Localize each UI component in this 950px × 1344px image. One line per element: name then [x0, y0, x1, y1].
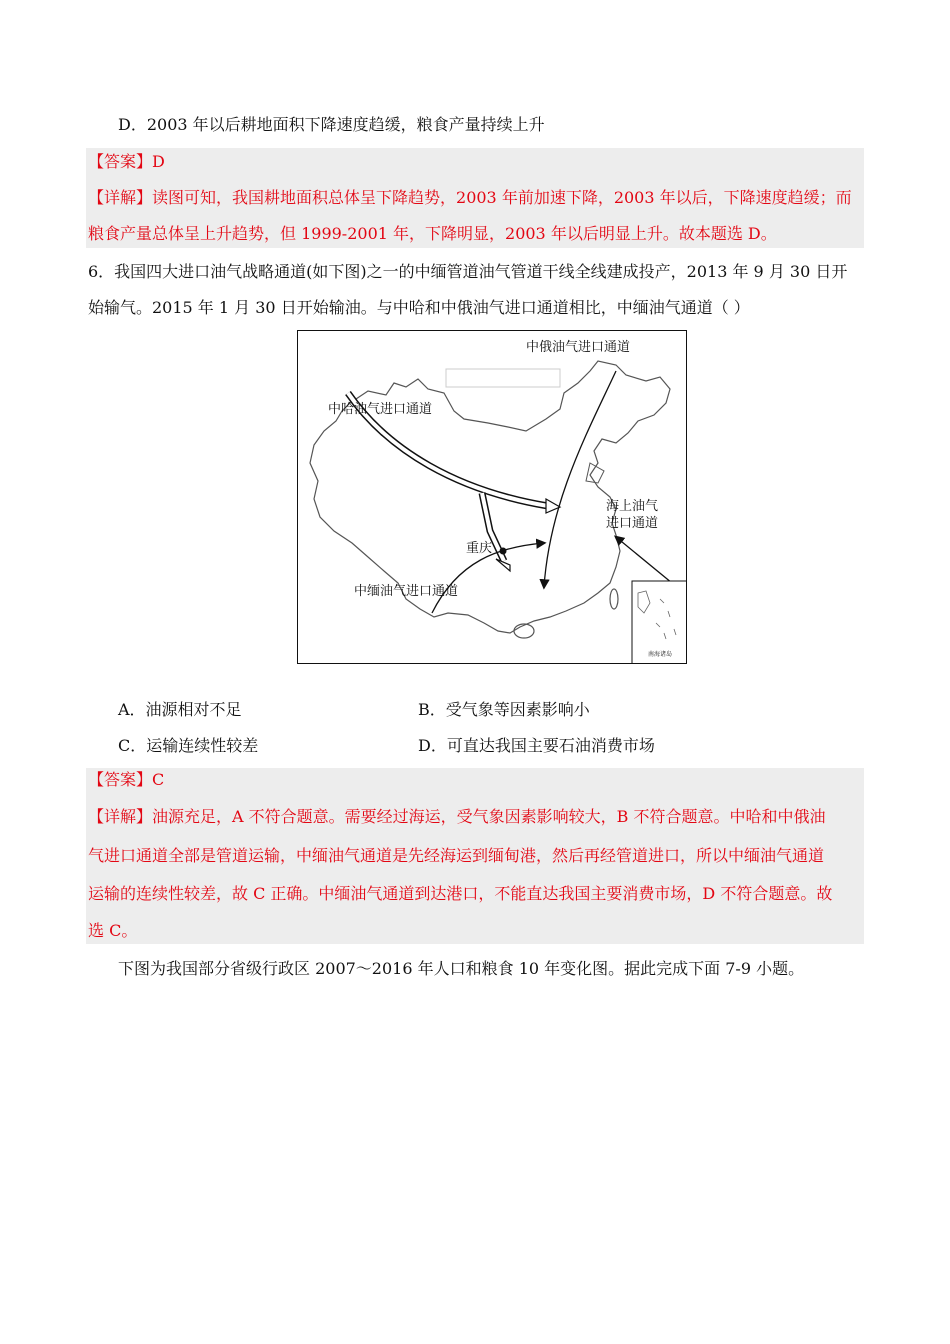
chongqing-dot: [500, 548, 507, 555]
q5-option-d: D．2003 年以后耕地面积下降速度趋缓，粮食产量持续上升: [118, 115, 545, 134]
russia-channel-arrow: [544, 371, 616, 587]
label-russia-channel: 中俄油气进口通道: [526, 340, 631, 355]
label-myanmar-channel: 中缅油气进口通道: [354, 584, 459, 599]
detail-tag: 【详解】: [88, 188, 153, 207]
q6-stem-line-2: 始输气。2015 年 1 月 30 日开始输油。与中哈和中俄油气进口通道相比，中缅油气通道（ ）: [88, 298, 750, 317]
label-sea-channel-2: 进口通道: [606, 516, 659, 531]
q6-option-d: D．可直达我国主要石油消费市场: [418, 736, 655, 755]
answer-tag: 【答案】: [88, 152, 153, 171]
q6-detail-line-1: 【详解】油源充足，A 不符合题意。需要经过海运，受气象因素影响较大，B 不符合题意。中哈和中俄油: [88, 807, 826, 826]
label-south-sea-inset: 南海诸岛: [648, 651, 673, 658]
answer-value: C: [152, 770, 165, 789]
q6-option-c: C．运输连续性较差: [118, 736, 259, 755]
q6-option-a: A．油源相对不足: [118, 700, 242, 719]
detail-tag: 【详解】: [88, 807, 153, 826]
q6-detail-line-2: 气进口通道全部是管道运输，中缅油气通道是先经海运到缅甸港，然后再经管道进口，所以中缅油气通道: [88, 846, 825, 865]
map-drawing: [298, 331, 687, 664]
answer-tag: 【答案】: [88, 770, 153, 789]
oil-gas-channels-map: [297, 330, 687, 664]
sea-channel-arrow: [616, 537, 672, 583]
label-kazakh-channel: 中哈油气进口通道: [328, 402, 433, 417]
q5-detail-line-1: 【详解】读图可知，我国耕地面积总体呈下降趋势，2003 年前加速下降，2003 年以后，下降速度趋缓；而: [88, 188, 852, 207]
q6-answer: [88, 769, 164, 791]
answer-value: D: [152, 152, 165, 171]
hainan-island: [514, 624, 534, 638]
label-chongqing: 重庆: [466, 541, 493, 556]
q6-detail-line-4: 选 C。: [88, 921, 138, 940]
q6-stem-line-1: 6．我国四大进口油气战略通道(如下图)之一的中缅管道油气管道干线全线建成投产，2013 年 9 月 30 日开: [88, 262, 848, 281]
q7-9-intro: 下图为我国部分省级行政区 2007～2016 年人口和粮食 10 年变化图。据此完成下面 7-9 小题。: [118, 959, 805, 978]
q5-detail-line-2: 粮食产量总体呈上升趋势，但 1999-2001 年，下降明显，2003 年以后明显上升。故本题选 D。: [88, 224, 777, 243]
taiwan-island: [610, 589, 618, 609]
q6-option-b: B．受气象等因素影响小: [418, 700, 590, 719]
label-sea-channel-1: 海上油气: [606, 499, 659, 514]
q6-detail-line-3: 运输的连续性较差，故 C 正确。中缅油气通道到达港口，不能直达我国主要消费市场，D 不符合题意。故: [88, 884, 833, 903]
q5-answer: [88, 151, 165, 173]
